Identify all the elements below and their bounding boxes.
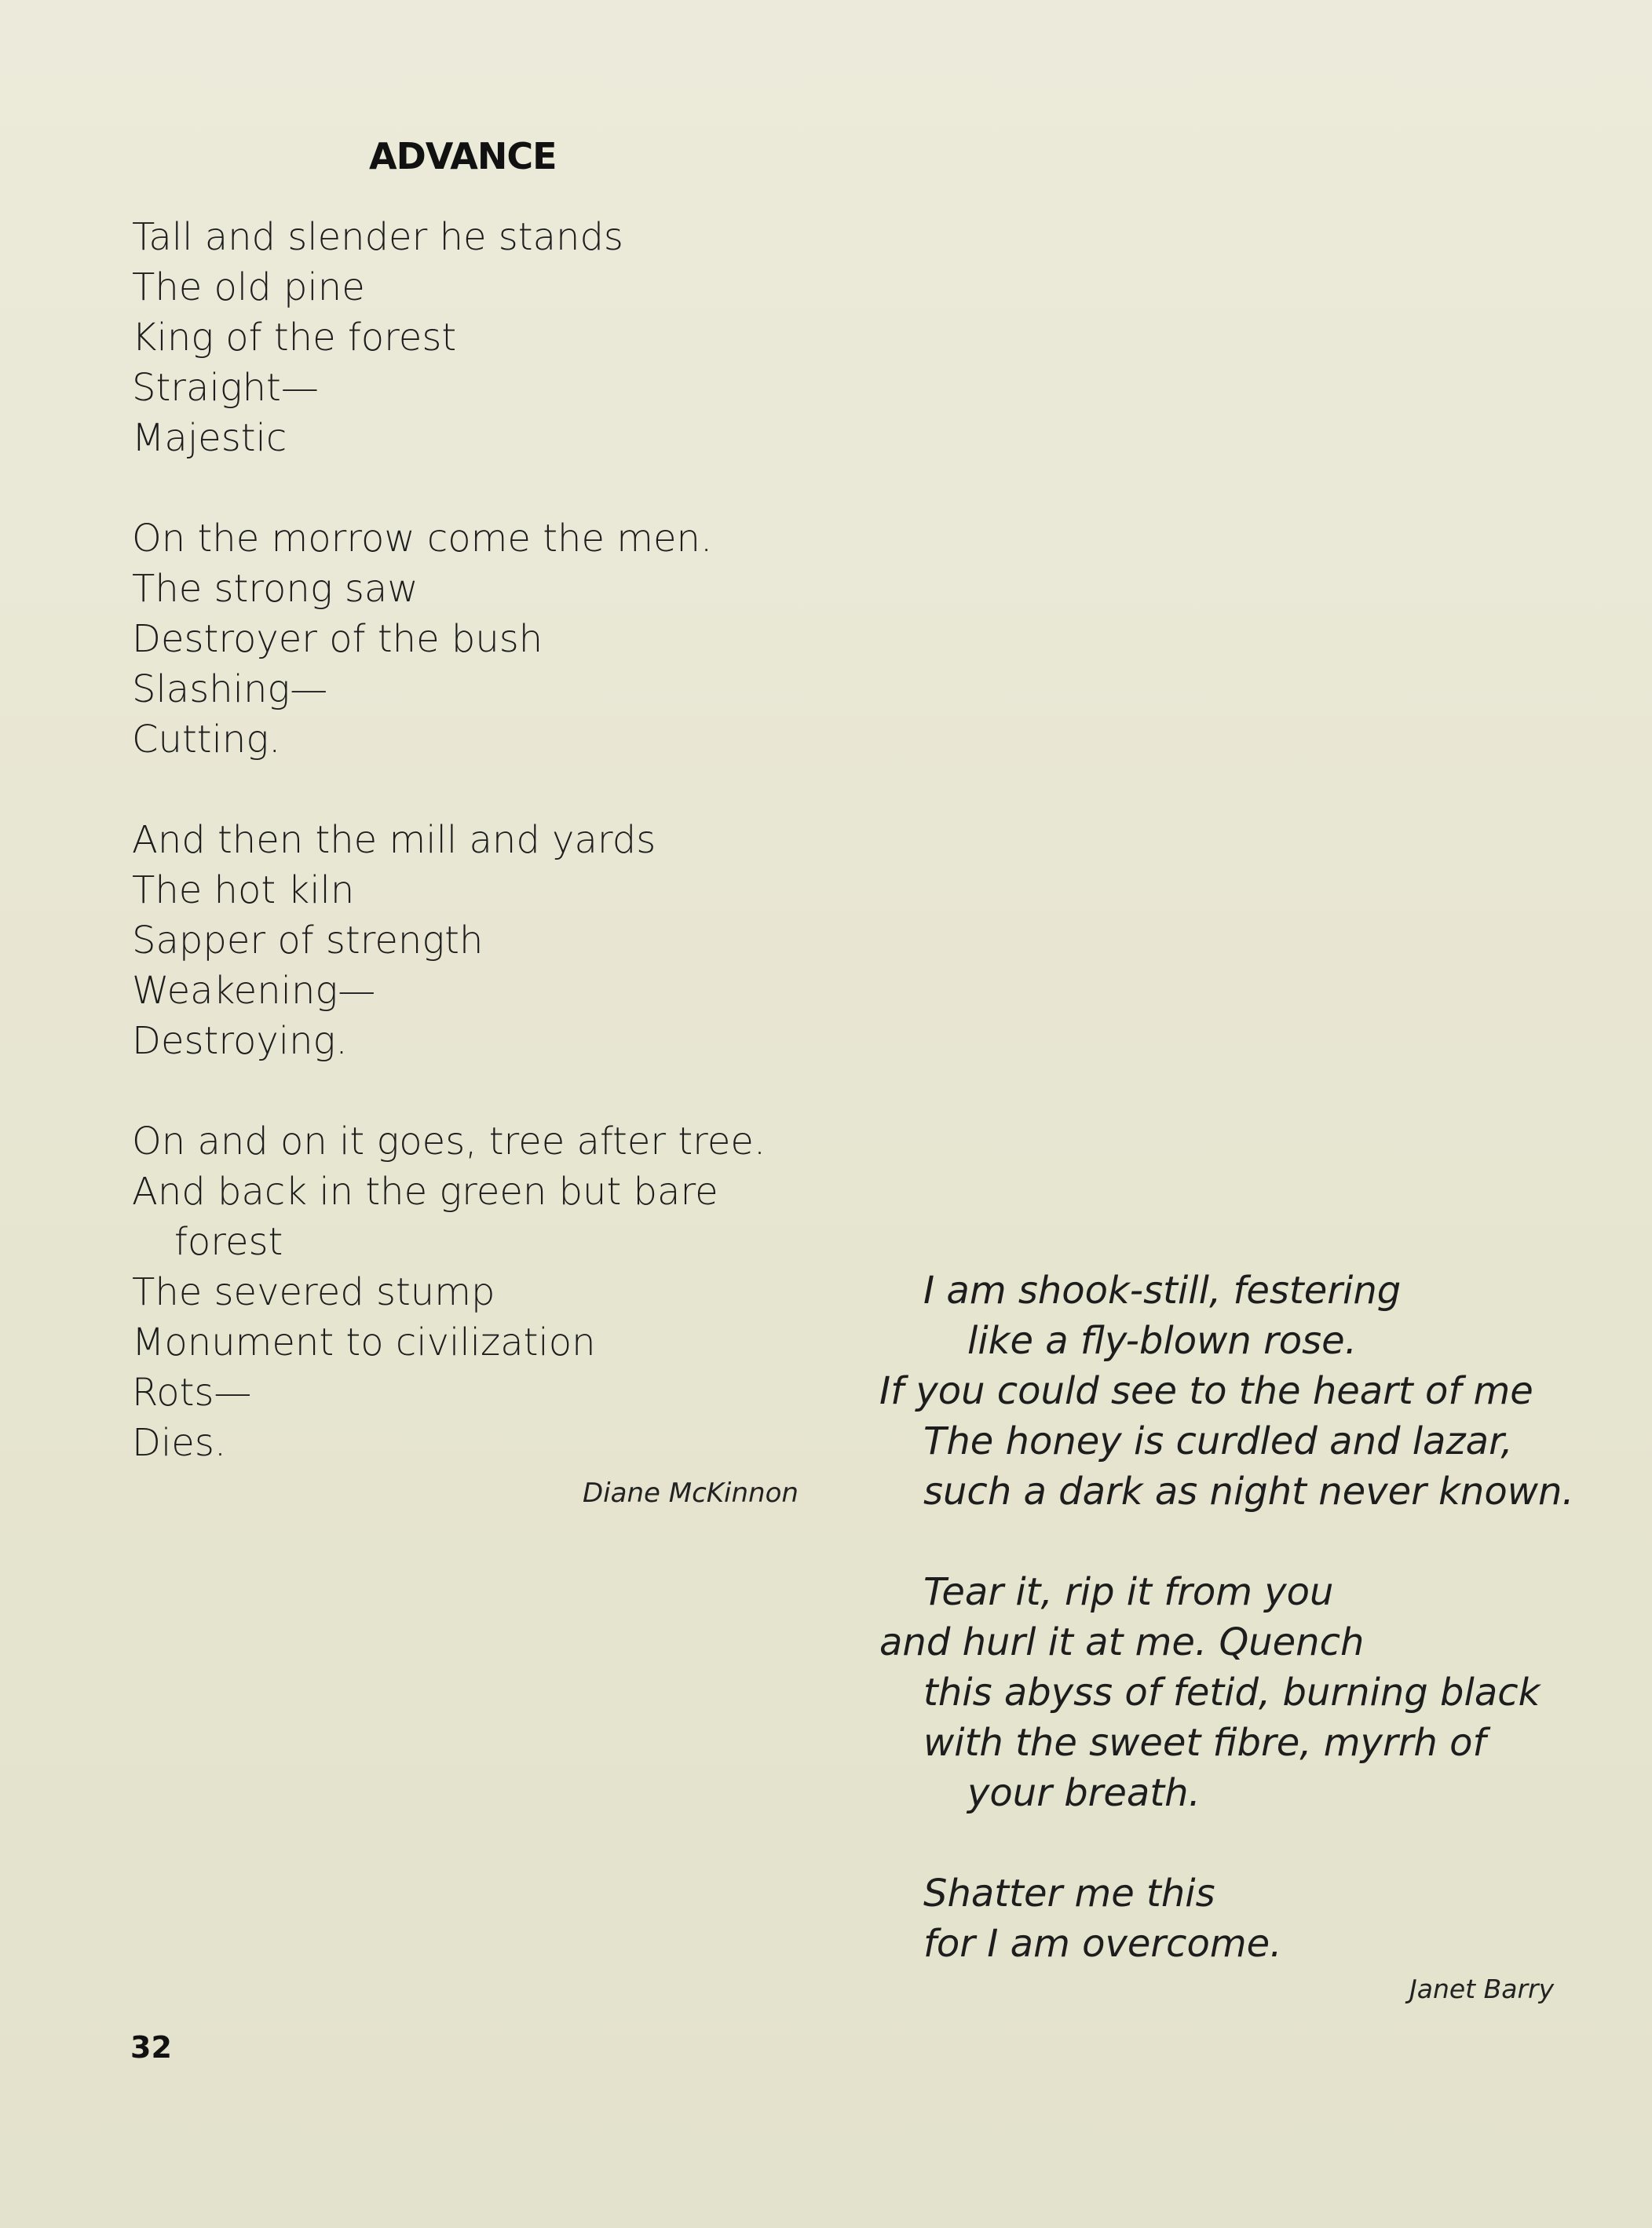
poem-line: Cutting. xyxy=(132,718,281,762)
stanza-break xyxy=(879,1517,1574,1567)
poem-line: On the morrow come the men. xyxy=(132,517,713,561)
poem-advance xyxy=(132,212,766,1468)
poem-line: Weakening— xyxy=(132,969,376,1013)
poem-line: this abyss of fetid, burning black xyxy=(923,1671,1541,1715)
poem-line: Dies. xyxy=(132,1421,227,1465)
page-number: 32 xyxy=(130,2030,172,2065)
poem-line: King of the forest xyxy=(132,316,457,360)
poem-line: Majestic xyxy=(132,416,287,460)
poem-line: Sapper of strength xyxy=(132,919,484,962)
poem-untitled xyxy=(879,1266,1574,1969)
poem-line: Destroyer of the bush xyxy=(132,617,543,661)
stanza-break xyxy=(132,463,766,513)
poem-line: Tall and slender he stands xyxy=(132,215,623,259)
author-byline: Janet Barry xyxy=(1409,1974,1555,2004)
poem-line: If you could see to the heart of me xyxy=(879,1369,1533,1413)
poem-line: your breath. xyxy=(967,1771,1201,1815)
stanza-break xyxy=(132,765,766,815)
poem-line: Rots— xyxy=(132,1371,252,1415)
poem-line: Tear it, rip it from you xyxy=(923,1570,1334,1614)
poem-line: like a fly-blown rose. xyxy=(967,1319,1357,1363)
poem-line: The hot kiln xyxy=(132,868,355,912)
author-byline: Diane McKinnon xyxy=(583,1477,799,1509)
poem-line: Slashing— xyxy=(132,667,328,711)
poem-line: and hurl it at me. Quench xyxy=(879,1620,1365,1664)
poem-line: Shatter me this xyxy=(923,1872,1215,1916)
poem-title: ADVANCE xyxy=(369,135,557,177)
poem-line: The severed stump xyxy=(132,1270,495,1314)
poem-line: The old pine xyxy=(132,265,365,309)
poem-line: The strong saw xyxy=(132,567,418,611)
poem-line: with the sweet fibre, myrrh of xyxy=(923,1721,1486,1765)
poem-line: And back in the green but bare xyxy=(132,1170,718,1214)
stanza-break xyxy=(879,1818,1574,1868)
poem-line: On and on it goes, tree after tree. xyxy=(132,1119,766,1163)
poem-line: for I am overcome. xyxy=(923,1922,1282,1966)
poem-line: Straight— xyxy=(132,366,319,410)
poem-line: Destroying. xyxy=(132,1019,348,1063)
poem-line: I am shook-still, festering xyxy=(923,1269,1402,1313)
poem-line: such a dark as night never known. xyxy=(923,1470,1574,1514)
poem-line: And then the mill and yards xyxy=(132,818,656,862)
poem-line: forest xyxy=(174,1220,283,1264)
poem-line: Monument to civilization xyxy=(132,1320,596,1364)
poem-line: The honey is curdled and lazar, xyxy=(923,1419,1513,1463)
stanza-break xyxy=(132,1066,766,1116)
